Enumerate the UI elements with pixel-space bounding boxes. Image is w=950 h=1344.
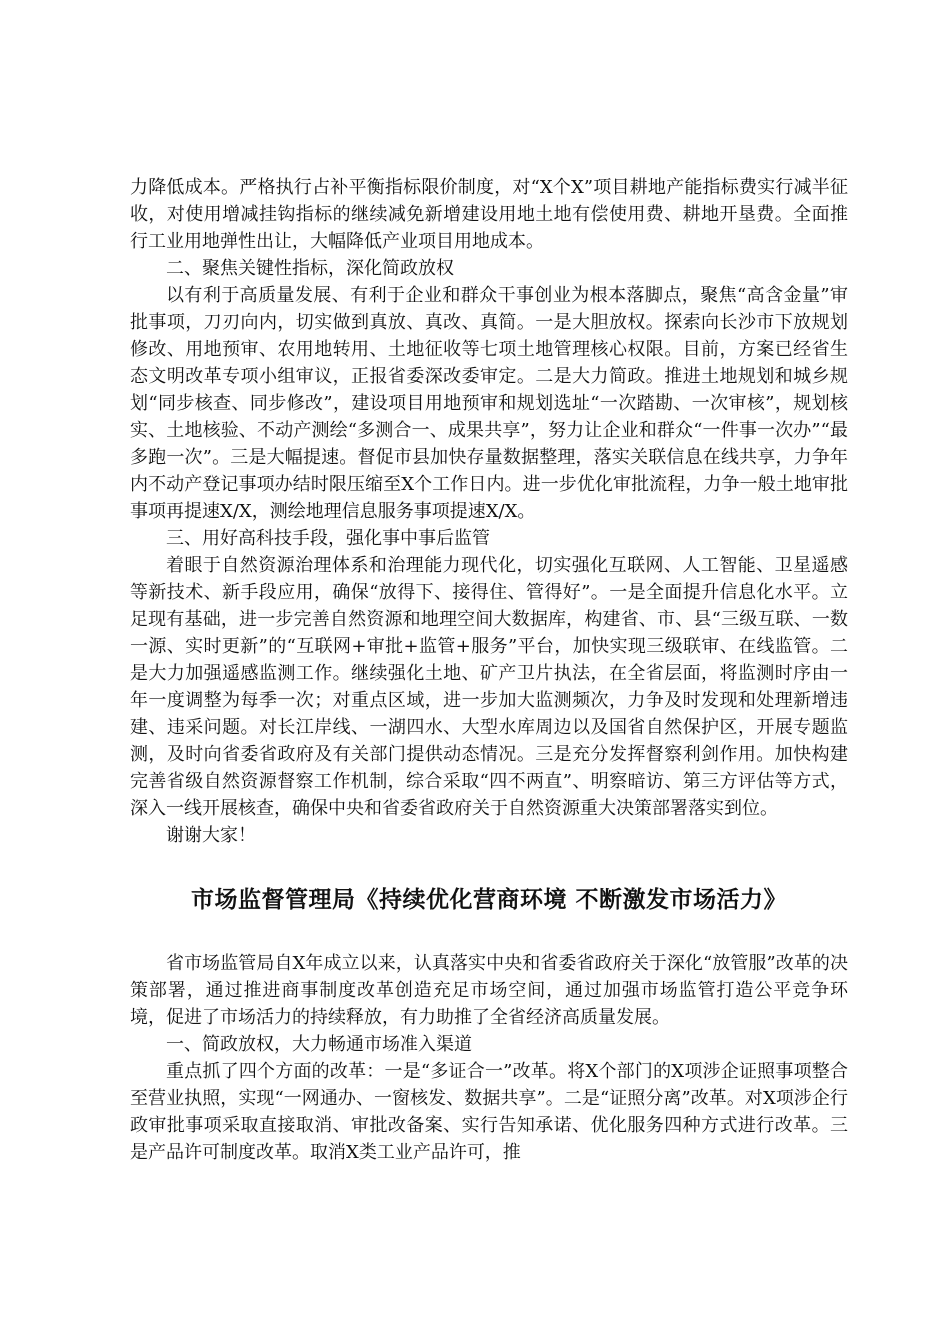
document-page: [130, 174, 848, 1166]
heading-market-access: 一、简政放权，大力畅通市场准入渠道: [166, 1034, 472, 1055]
paragraph-market-access: 重点抓了四个方面的改革：一是“多证合一”改革。将X个部门的X项涉企证照事项整合至营业执照，实现“一网通办、一窗核发、数据共享”。二是“证照分离”改革。对X项涉企行政审批事项采取直接取消、审批改备案、实行告知承诺、优化服务四种方式进行改革。三是产品许可制度改革。取消X类工业产品许可，推: [130, 1061, 848, 1163]
paragraph-streamline-administration: 以有利于高质量发展、有利于企业和群众干事创业为根本落脚点，聚焦“高含金量”审批事项，刀刃向内，切实做到真放、真改、真简。一是大胆放权。探索向长沙市下放规划修改、用地预审、农用地转用、土地征收等七项土地管理核心权限。目前，方案已经省生态文明改革专项小组审议，正报省委深改委审定。二是大力简政。推进土地规划和城乡规划“同步核查、同步修改”，建设项目用地预审和规划选址“一次踏勘、一次审核”，规划核实、土地核验、不动产测绘“多测合一、成果共享”，努力让企业和群众“一件事一次办”“最多跑一次”。三是大幅提速。督促市县加快存量数据整理，落实关联信息在线共享，力争年内不动产登记事项办结时限压缩至X个工作日内。进一步优化审批流程，力争一般土地审批事项再提速X/X，测绘地理信息服务事项提速X/X。: [130, 285, 848, 522]
paragraph-cost-reduction: 力降低成本。严格执行占补平衡指标限价制度，对“X个X”项目耕地产能指标费实行减半征收，对使用增减挂钩指标的继续减免新增建设用地土地有偿使用费、耕地开垦费。全面推行工业用地弹性出让，大幅降低产业项目用地成本。: [130, 177, 848, 252]
heading-tech-supervision: 三、用好高科技手段，强化事中事后监管: [166, 528, 490, 549]
heading-streamline-administration: 二、聚焦关键性指标，深化简政放权: [166, 258, 454, 279]
paragraph-intro: 省市场监管局自X年成立以来，认真落实中央和省委省政府关于深化“放管服”改革的决策部署，通过推进商事制度改革创造充足市场空间，通过加强市场监管打造公平竞争环境，促进了市场活力的持续释放，有力助推了全省经济高质量发展。: [130, 953, 848, 1028]
section-natural-resources-speech: [130, 174, 848, 849]
closing-thanks: 谢谢大家！: [166, 825, 256, 846]
section-market-supervision-speech: [130, 883, 848, 1166]
paragraph-tech-supervision: 着眼于自然资源治理体系和治理能力现代化，切实强化互联网、人工智能、卫星遥感等新技术、新手段应用，确保“放得下、接得住、管得好”。一是全面提升信息化水平。立足现有基础，进一步完善自然资源和地理空间大数据库，构建省、市、县“三级互联、一数一源、实时更新”的“互联网+审批+监管+服务”平台，加快实现三级联审、在线监管。二是大力加强遥感监测工作。继续强化土地、矿产卫片执法，在全省层面，将监测时序由一年一度调整为每季一次；对重点区域，进一步加大监测频次，力争及时发现和处理新增违建、违采问题。对长江岸线、一湖四水、大型水库周边以及国省自然保护区，开展专题监测，及时向省委省政府及有关部门提供动态情况。三是充分发挥督察利剑作用。加快构建完善省级自然资源督察工作机制，综合采取“四不两直”、明察暗访、第三方评估等方式，深入一线开展核查，确保中央和省委省政府关于自然资源重大决策部署落实到位。: [130, 555, 848, 819]
section-title: 市场监督管理局《持续优化营商环境 不断激发市场活力》: [190, 887, 787, 913]
